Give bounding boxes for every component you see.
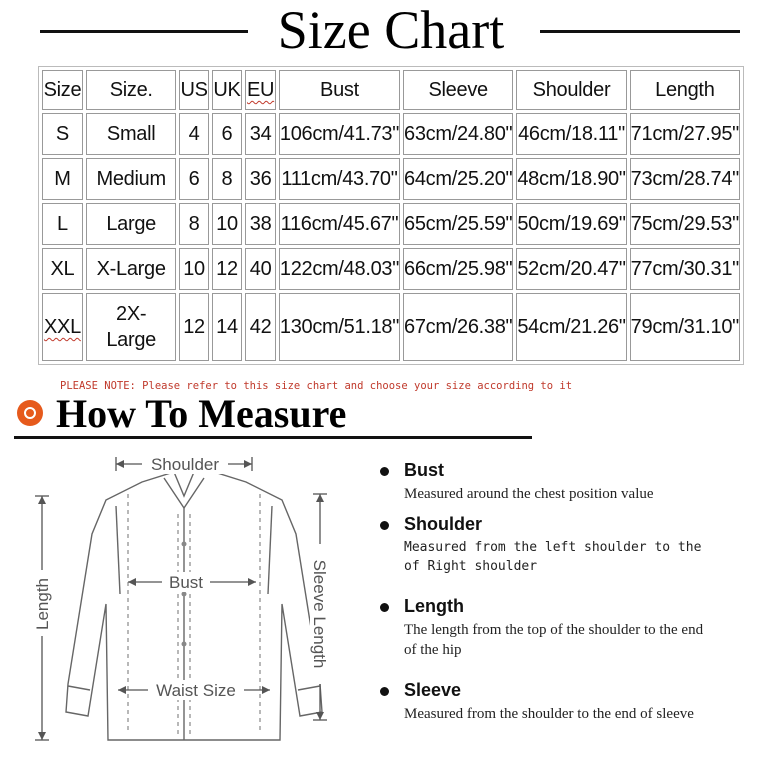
table-cell: 52cm/20.47" [516, 248, 626, 290]
header-cell: Bust [279, 70, 400, 110]
title-rule-left [40, 30, 248, 33]
table-cell: 65cm/25.59" [403, 203, 513, 245]
page-title: Size Chart [277, 0, 505, 60]
header-cell: Shoulder [516, 70, 626, 110]
measure-item-title: Sleeve [404, 680, 462, 700]
table-cell: 36 [245, 158, 276, 200]
bullet-dot-icon [380, 521, 389, 530]
title-rule-right [540, 30, 740, 33]
table-cell: 48cm/18.90" [516, 158, 626, 200]
table-cell: 38 [245, 203, 276, 245]
table-cell: 6 [212, 113, 243, 155]
table-cell: Medium [86, 158, 177, 200]
table-row [42, 248, 740, 290]
table-cell: 12 [212, 248, 243, 290]
measure-item-title: Shoulder [404, 514, 483, 534]
table-cell-text: 2X-Large [106, 303, 156, 351]
table-cell: 4 [179, 113, 208, 155]
table-cell: L [42, 203, 83, 245]
size-chart-table [38, 66, 744, 365]
table-cell: Small [86, 113, 177, 155]
header-cell: Size [42, 70, 83, 110]
shirt-measure-diagram [24, 444, 344, 758]
table-cell: 54cm/21.26" [516, 293, 626, 361]
table-header-row [42, 70, 740, 110]
table-cell: 46cm/18.11" [516, 113, 626, 155]
title-area [0, 0, 768, 62]
diagram-label-shoulder: Shoulder [150, 455, 220, 474]
diagram-label-waist-size: Waist Size [156, 681, 236, 700]
table-cell: 10 [179, 248, 208, 290]
header-cell: Sleeve [403, 70, 513, 110]
table-cell: 130cm/51.18" [279, 293, 400, 361]
table-cell: 67cm/26.38" [403, 293, 513, 361]
table-row [42, 203, 740, 245]
table-cell: 6 [179, 158, 208, 200]
table-cell: X-Large [86, 248, 177, 290]
table-cell: 8 [212, 158, 243, 200]
table-cell: 77cm/30.31" [630, 248, 740, 290]
table-cell: Large [86, 203, 177, 245]
table-cell: S [42, 113, 83, 155]
table-cell: 34 [245, 113, 276, 155]
table-cell: M [42, 158, 83, 200]
table-cell: 122cm/48.03" [279, 248, 400, 290]
measure-item-description: Measured from the left shoulder to the of Right shoulder [404, 540, 702, 574]
header-cell: Size. [86, 70, 177, 110]
table-cell: 50cm/19.69" [516, 203, 626, 245]
table-cell [86, 293, 177, 361]
table-cell: 79cm/31.10" [630, 293, 740, 361]
table-cell: 64cm/25.20" [403, 158, 513, 200]
diagram-label-length: Length [33, 578, 52, 630]
bullet-dot-icon [380, 467, 389, 476]
table-cell: 63cm/24.80" [403, 113, 513, 155]
measure-item-description: The length from the top of the shoulder to the end of the hip [404, 622, 704, 658]
table-cell: 42 [245, 293, 276, 361]
table-cell: 10 [212, 203, 243, 245]
table-cell: 116cm/45.67" [279, 203, 400, 245]
bullet-dot-icon [380, 687, 389, 696]
header-cell-text: EU [246, 79, 275, 101]
header-cell: UK [212, 70, 243, 110]
table-row [42, 113, 740, 155]
table-cell: 40 [245, 248, 276, 290]
table-cell: 14 [212, 293, 243, 361]
diagram-label-sleeve-length: Sleeve Length [310, 559, 329, 669]
table-row [42, 158, 740, 200]
table-cell: 75cm/29.53" [630, 203, 740, 245]
measure-item-description: Measured from the shoulder to the end of sleeve [404, 706, 694, 722]
table-cell: XL [42, 248, 83, 290]
table-cell: 111cm/43.70" [279, 158, 400, 200]
bullet-dot-icon [380, 603, 389, 612]
header-cell: US [179, 70, 208, 110]
measure-item-title: Length [404, 596, 464, 616]
measure-item-description: Measured around the chest position value [404, 486, 654, 502]
table-cell: 12 [179, 293, 208, 361]
table-cell: 8 [179, 203, 208, 245]
how-to-measure-title: How To Measure [56, 391, 347, 436]
table-row [42, 293, 740, 361]
table-cell: 71cm/27.95" [630, 113, 740, 155]
header-cell: Length [630, 70, 740, 110]
diagram-label-bust: Bust [168, 573, 204, 592]
header-cell [245, 70, 276, 110]
table-cell [42, 293, 83, 361]
table-cell-text: XXL [43, 316, 81, 338]
table-cell: 73cm/28.74" [630, 158, 740, 200]
table-cell: 66cm/25.98" [403, 248, 513, 290]
measure-item-title: Bust [404, 460, 444, 480]
target-circle-icon [17, 400, 43, 426]
size-note: PLEASE NOTE: Please refer to this size chart and choose your size according to it [60, 380, 573, 392]
table-cell: 106cm/41.73" [279, 113, 400, 155]
how-to-measure-rule [14, 436, 532, 439]
